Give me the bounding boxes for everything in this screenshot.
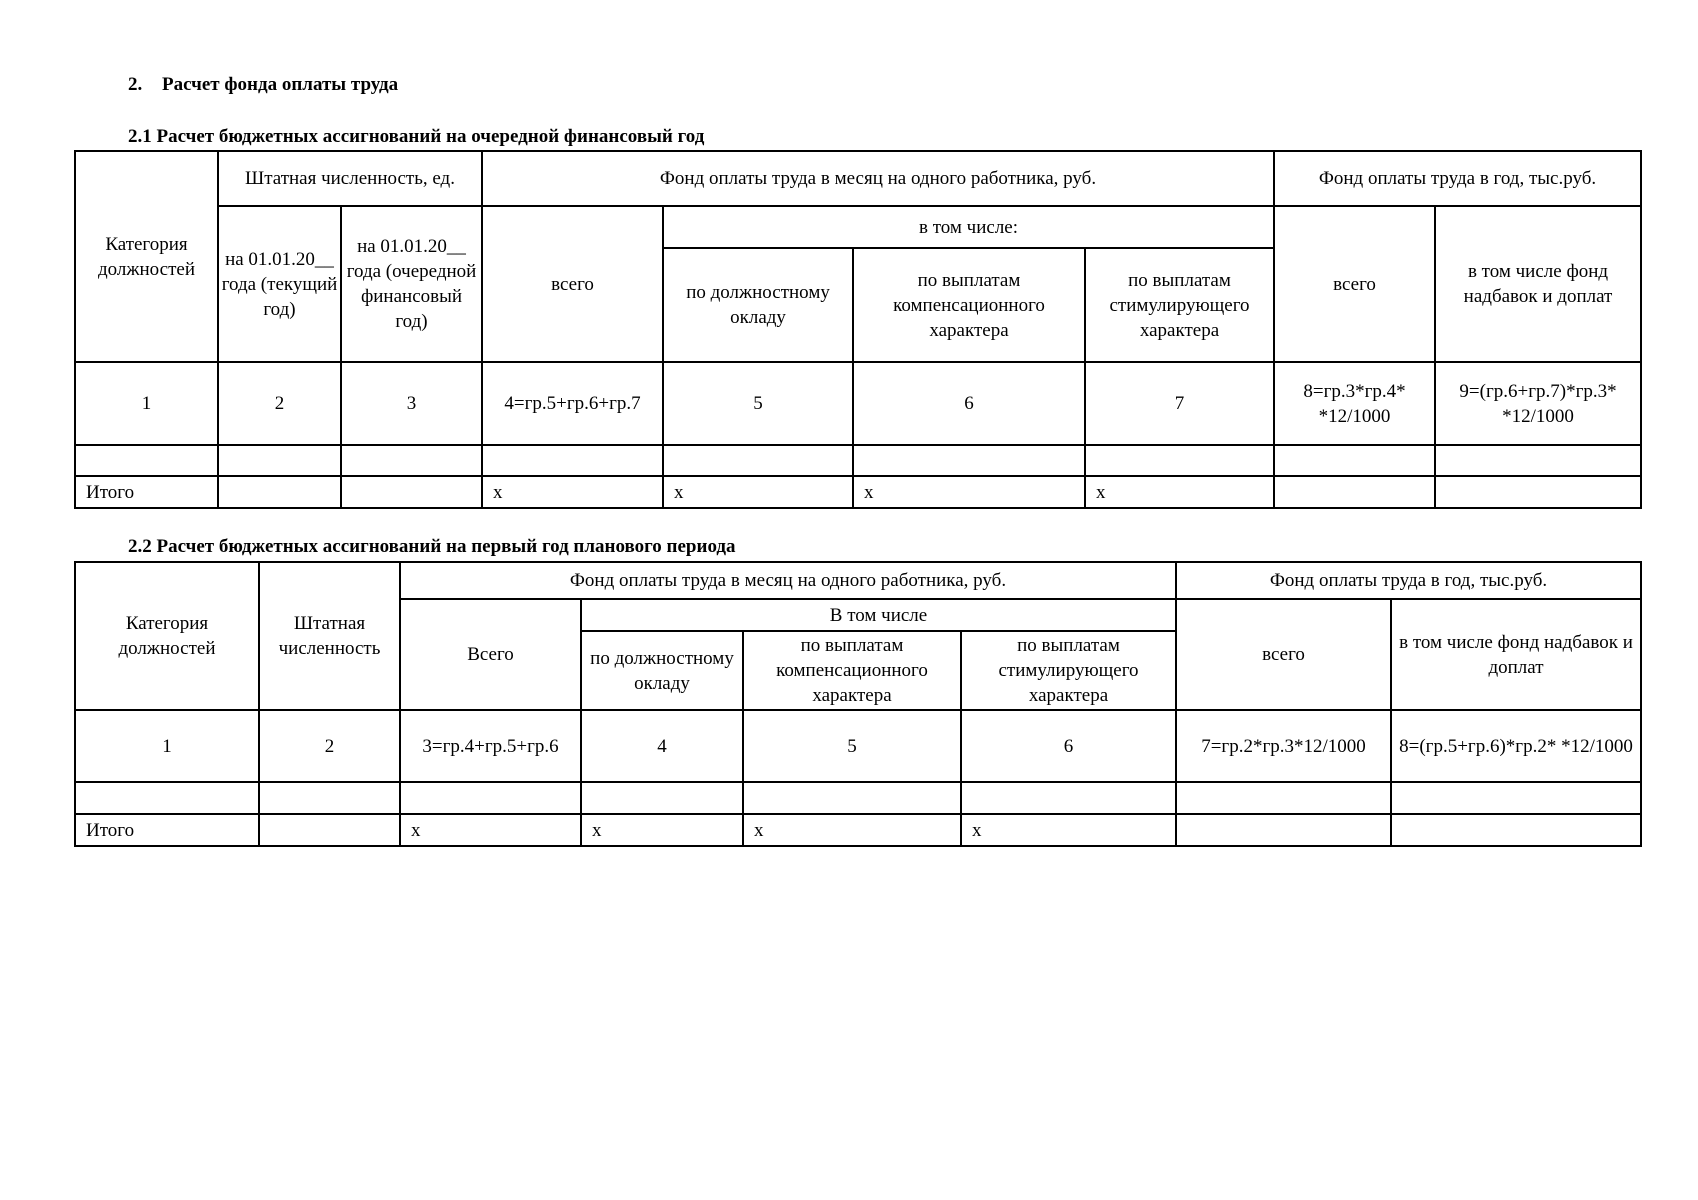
data-cell [400, 782, 581, 814]
data-cell [218, 476, 341, 508]
data-cell [1435, 445, 1641, 476]
column-number: 7=гр.2*гр.3*12/1000 [1176, 710, 1391, 782]
column-number: 8=гр.3*гр.4* *12/1000 [1274, 362, 1435, 445]
header-category: Категория должностей [75, 151, 218, 362]
header-stimulus: по выплатам стимулирующего характера [961, 631, 1176, 710]
header-salary: по должностному окладу [581, 631, 743, 710]
header-category: Категория должностей [75, 562, 259, 710]
total-row [75, 476, 1641, 508]
data-cell [259, 814, 400, 846]
not-applicable-mark: x [1085, 476, 1274, 508]
header-staff-count: Штатная численность [259, 562, 400, 710]
data-cell [75, 445, 218, 476]
data-cell [1176, 814, 1391, 846]
total-label: Итого [75, 476, 218, 508]
data-cell [663, 445, 853, 476]
section-number: 2. [128, 74, 143, 95]
not-applicable-mark: x [482, 476, 663, 508]
section-title: Расчет фонда оплаты труда [162, 74, 399, 95]
not-applicable-mark: x [663, 476, 853, 508]
data-cell [482, 445, 663, 476]
not-applicable-mark: x [581, 814, 743, 846]
column-number: 7 [1085, 362, 1274, 445]
section-heading [128, 74, 398, 96]
header-fund-month: Фонд оплаты труда в месяц на одного работника, руб. [400, 562, 1176, 599]
data-cell [218, 445, 341, 476]
total-label: Итого [75, 814, 259, 846]
column-number: 5 [743, 710, 961, 782]
budget-table-next-year [74, 150, 1642, 509]
column-numbers-row [75, 710, 1641, 782]
column-number: 1 [75, 710, 259, 782]
column-number: 8=(гр.5+гр.6)*гр.2* *12/1000 [1391, 710, 1641, 782]
header-compensation: по выплатам компенсационного характера [853, 248, 1085, 362]
header-fund-year: Фонд оплаты труда в год, тыс.руб. [1274, 151, 1641, 206]
column-number: 4=гр.5+гр.6+гр.7 [482, 362, 663, 445]
budget-table-planning-year [74, 561, 1642, 847]
total-row [75, 814, 1641, 846]
header-month-total: Всего [400, 599, 581, 710]
not-applicable-mark: x [743, 814, 961, 846]
data-cell [1274, 476, 1435, 508]
header-month-total: всего [482, 206, 663, 362]
header-fund-year: Фонд оплаты труда в год, тыс.руб. [1176, 562, 1641, 599]
table1-caption: 2.1 Расчет бюджетных ассигнований на очередной финансовый год [128, 126, 705, 147]
header-month-including: в том числе: [663, 206, 1274, 248]
data-cell [259, 782, 400, 814]
column-number: 1 [75, 362, 218, 445]
column-number: 3=гр.4+гр.5+гр.6 [400, 710, 581, 782]
column-number: 2 [218, 362, 341, 445]
empty-data-row [75, 445, 1641, 476]
data-cell [581, 782, 743, 814]
not-applicable-mark: x [853, 476, 1085, 508]
header-staff-count: Штатная численность, ед. [218, 151, 482, 206]
header-staff-next: на 01.01.20__ года (очередной финансовый год) [341, 206, 482, 362]
header-fund-month: Фонд оплаты труда в месяц на одного работника, руб. [482, 151, 1274, 206]
data-cell [341, 445, 482, 476]
header-year-total: всего [1176, 599, 1391, 710]
table2-caption: 2.2 Расчет бюджетных ассигнований на первый год планового периода [128, 536, 736, 557]
not-applicable-mark: x [961, 814, 1176, 846]
column-numbers-row [75, 362, 1641, 445]
header-salary: по должностному окладу [663, 248, 853, 362]
data-cell [1274, 445, 1435, 476]
data-cell [1085, 445, 1274, 476]
column-number: 2 [259, 710, 400, 782]
data-cell [341, 476, 482, 508]
data-cell [961, 782, 1176, 814]
data-cell [853, 445, 1085, 476]
data-cell [1176, 782, 1391, 814]
data-cell [1435, 476, 1641, 508]
column-number: 6 [961, 710, 1176, 782]
empty-data-row [75, 782, 1641, 814]
header-month-including: В том числе [581, 599, 1176, 631]
data-cell [75, 782, 259, 814]
column-number: 4 [581, 710, 743, 782]
header-year-including: в том числе фонд надбавок и доплат [1391, 599, 1641, 710]
column-number: 5 [663, 362, 853, 445]
header-compensation: по выплатам компенсационного характера [743, 631, 961, 710]
header-year-total: всего [1274, 206, 1435, 362]
header-staff-current: на 01.01.20__ года (текущий год) [218, 206, 341, 362]
header-stimulus: по выплатам стимулирующего характера [1085, 248, 1274, 362]
column-number: 3 [341, 362, 482, 445]
data-cell [1391, 814, 1641, 846]
header-year-including: в том числе фонд надбавок и доплат [1435, 206, 1641, 362]
column-number: 9=(гр.6+гр.7)*гр.3* *12/1000 [1435, 362, 1641, 445]
not-applicable-mark: x [400, 814, 581, 846]
data-cell [743, 782, 961, 814]
data-cell [1391, 782, 1641, 814]
column-number: 6 [853, 362, 1085, 445]
